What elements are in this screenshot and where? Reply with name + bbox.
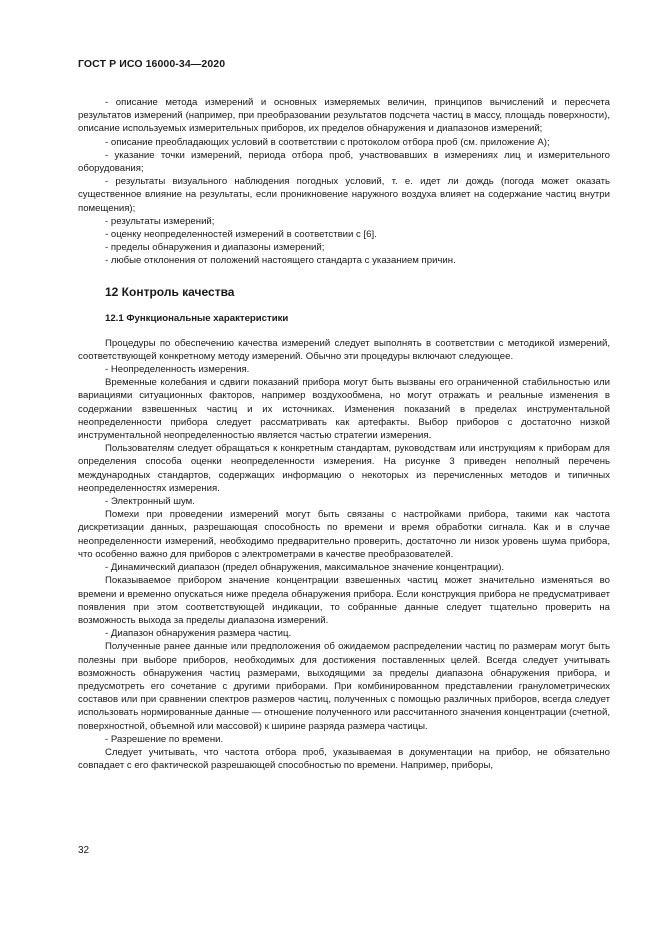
paragraph: - Динамический диапазон (предел обнаружения, максимальное значение концентрации). (105, 562, 505, 574)
list-item: - любые отклонения от положений настоящего стандарта с указанием причин. (105, 255, 456, 267)
paragraph: Помехи при проведении измерений могут быть связаны с настройками прибора, такими как частота дискретизации данных, разрешающая способность по времени и время обработки сигнала. Как и в случае неопределенности измерений, необходимо предварительно проверить, достаточно ли низок уровень шума прибора, что особенно важно для приборов с электрометрами в качестве преобразователей. (78, 509, 610, 560)
list-item: - описание метода измерений и основных измеряемых величин, принципов вычислений и пересчета результатов измерений (например, при преобразовании результатов подсчета частиц в массу, площадь поверхности), описание используемых измерительных приборов, их пределов обнаружения и диапазонов измерений; (78, 97, 610, 135)
paragraph: Временные колебания и сдвиги показаний прибора могут быть вызваны его ограниченной стабильностью или вариациями ситуационных факторов, например воздухообмена, но могут отражать и реальные изменения в содержании взвешенных частиц и их источниках. Изменения показаний в пределах инструментальной неопределенности прибора следует рассматривать как артефакты. Выбор приборов с достаточно низкой инструментальной неопределенностью является частью стратегии измерения. (78, 377, 610, 442)
subsection-heading: 12.1 Функциональные характеристики (105, 312, 289, 324)
page-content (78, 96, 610, 772)
paragraph: Показываемое прибором значение концентрации взвешенных частиц может значительно изменяться во времени и временно опускаться ниже предела обнаружения прибора. Если конструкция прибора не предусматривает появления при этом соответствующей индикации, то собранные данные следует тщательно проверить на возможность выхода за пределы диапазона измерений. (78, 575, 610, 626)
list-item: - результаты визуального наблюдения погодных условий, т. е. идет ли дождь (погода может оказать существенное влияние на результаты, если проникновение наружного воздуха влияет на содержание частиц внутри помещения); (78, 176, 610, 214)
list-item: - указание точки измерений, периода отбора проб, участвовавших в измерениях лиц и измерительного оборудования; (78, 149, 610, 175)
document-header: ГОСТ Р ИСО 16000-34—2020 (78, 58, 226, 70)
list-item: - оценку неопределенностей измерений в соответствии с [6]. (105, 229, 377, 241)
paragraph: - Диапазон обнаружения размера частиц. (105, 628, 292, 640)
paragraph: - Разрешение по времени. (105, 733, 224, 745)
section-heading: 12 Контроль качества (105, 284, 235, 299)
list-item: - результаты измерений; (105, 215, 215, 227)
paragraph: Пользователям следует обращаться к конкретным стандартам, руководствам или инструкциям к приборам для определения способа оценки неопределенности измерения. На рисунке 3 приведен неполный перечень международных стандартов, содержащих информацию о некоторых из перечисленных методов и типичных неопределенностях измерения. (78, 443, 610, 494)
paragraph: Полученные ранее данные или предположения об ожидаемом распределении частиц по размерам могут быть полезны при выборе приборов, необходимых для достижения поставленных целей. Всегда следует учитывать возможность обнаружения частиц размерами, выходящими за пределы диапазона обнаружения прибора, и предусмотреть его сочетание с другими приборами. При комбинированном представлении гранулометрических составов или при сравнении спектров размеров частиц, полученных с помощью различных приборов, всегда следует использовать нормированные данные — отношение полученного или рассчитанного значения концентрации (счетной, поверхностной, объемной или массовой) к ширине разряда размера частицы. (78, 641, 610, 732)
list-item: - описание преобладающих условий в соответствии с протоколом отбора проб (см. приложение А); (105, 136, 550, 148)
page-number: 32 (78, 845, 90, 856)
paragraph: Процедуры по обеспечению качества измерений следует выполнять в соответствии с методикой измерений, соответствующей конкретному методу измерений. Обычно эти процедуры включают следующее. (78, 337, 610, 362)
paragraph: Следует учитывать, что частота отбора проб, указываемая в документации на прибор, не обязательно совпадает с его фактической разрешающей способностью по времени. Например, приборы, (78, 746, 610, 772)
paragraph: - Неопределенность измерения. (105, 364, 250, 376)
list-item: - пределы обнаружения и диапазоны измерений; (105, 242, 325, 254)
paragraph: - Электронный шум. (105, 496, 195, 508)
